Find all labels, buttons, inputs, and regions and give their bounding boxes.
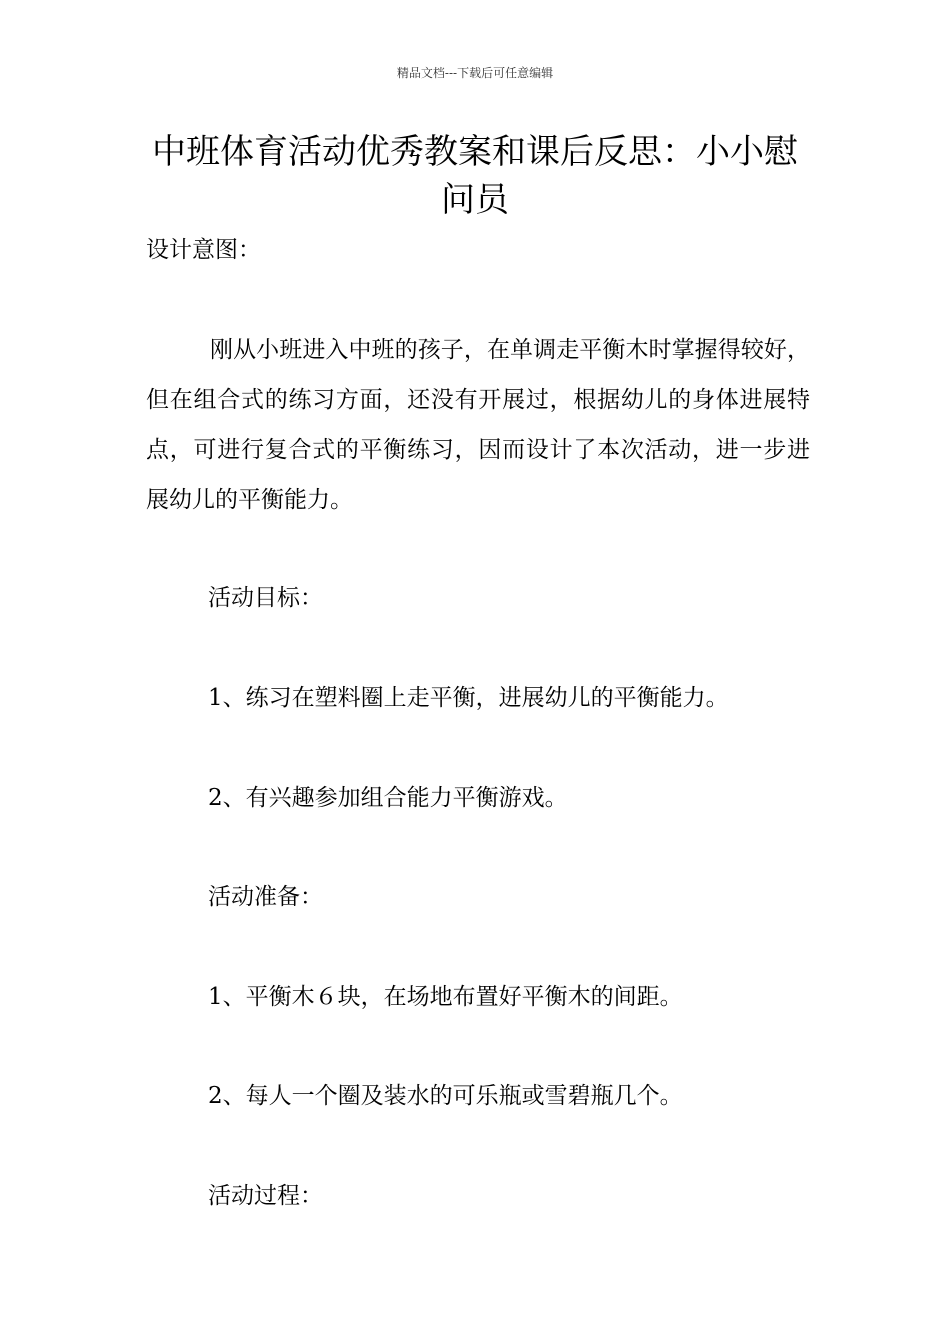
- prep-item-1: 1、平衡木６块，在场地布置好平衡木的间距。: [208, 984, 683, 1010]
- prep-heading: 活动准备：: [208, 884, 323, 910]
- document-title: 中班体育活动优秀教案和课后反思：小小慰问员: [152, 132, 798, 220]
- design-paragraph: 刚从小班进入中班的孩子，在单调走平衡木时掌握得较好，但在组合式的练习方面，还没有开展过，根据幼儿的身体进展特点，可进行复合式的平衡练习，因而设计了本次活动，进一步进展幼儿的平衡能力。: [146, 337, 810, 513]
- page-header: 精品文档---下载后可任意编辑: [396, 66, 554, 80]
- goal-item-2: 2、有兴趣参加组合能力平衡游戏。: [208, 785, 568, 811]
- process-heading: 活动过程：: [208, 1183, 323, 1209]
- design-heading: 设计意图：: [146, 237, 261, 263]
- goal-item-1: 1、练习在塑料圈上走平衡，进展幼儿的平衡能力。: [208, 685, 729, 711]
- prep-item-2: 2、每人一个圈及装水的可乐瓶或雪碧瓶几个。: [208, 1083, 683, 1109]
- goals-heading: 活动目标：: [208, 585, 323, 611]
